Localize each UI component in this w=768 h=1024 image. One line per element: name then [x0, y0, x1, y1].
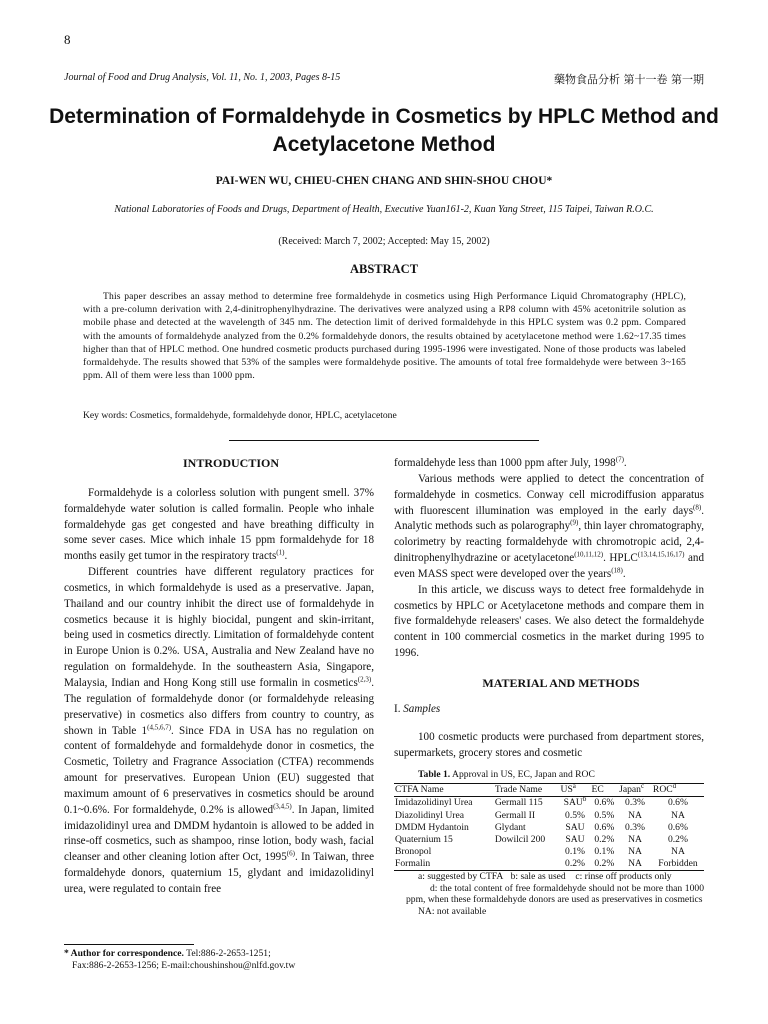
journal-header-chinese: 藥物食品分析 第十一卷 第一期: [554, 73, 704, 86]
table-row: [394, 797, 704, 810]
table-row: [394, 846, 704, 858]
col-header: ROC$^d$: [652, 782, 677, 796]
table-note-na: NA: not available: [418, 905, 487, 917]
right-column: [394, 456, 704, 917]
table-cell: SAU$^b$: [563, 795, 587, 809]
page-number: 8: [64, 32, 71, 47]
section-divider: [229, 440, 539, 441]
samples-subheading: I. Samples: [394, 702, 441, 715]
introduction-heading: INTRODUCTION: [182, 456, 279, 470]
table-cell: DMDM Hydantoin: [395, 821, 469, 833]
table-cell: NA: [671, 809, 685, 821]
abstract-heading: ABSTRACT: [349, 262, 419, 276]
col-header: EC: [591, 784, 604, 796]
table-row: [394, 810, 704, 822]
abstract-text: This paper describes an assay method to determine free formaldehyde in cosmetics using High Performance Liquid Chromatography (HPLC), with a pre-column derivation with 2,4-dinitrophenylhydrazine. The derivatives were analyzed using a RP8 column with 45% acetonitrile solution as mobile phase and detected at the wavelength of 345 nm. The detection limit of derived formaldehyde in this HPLC system was 0.2 ppm. Compared with the amounts of formaldehyde analyzed from the 0.2% formaldehyde donors, the results obtained by acetylacetone method were 1.62~17.35 times higher than that of HPLC method. One hundred cosmetic products purchased during 1995-1996 were investigated. None of those products was labeled formaldehyde. The results showed that 53% of the samples were formaldehyde positive. The amounts of total free formaldehyde were between 3~165 ppm. All of them were less than 1000 ppm.: [83, 291, 686, 382]
footnote-rule: [64, 944, 194, 945]
table-cell: 0.2%: [594, 833, 615, 845]
col-header: Japan$^c$: [619, 782, 645, 796]
table-cell: 0.6%: [594, 821, 615, 833]
journal-header: Journal of Food and Drug Analysis, Vol. 11, No. 1, 2003, Pages 8-15: [64, 72, 341, 83]
table-caption: Table 1. Approval in US, EC, Japan and ROC: [418, 769, 595, 781]
table-cell: 0.3%: [625, 797, 645, 809]
table-cell: 0.2%: [667, 833, 688, 845]
table-note-d: d: the total content of free formaldehyde should not be more than 1000 ppm, when these formaldehyde donors are used as preservatives in cosmetics: [406, 882, 704, 905]
table-notes-abc: a: suggested by CTFA b: sale as used c: rinse off products only: [418, 871, 672, 882]
right-paragraph-2: In this article, we discuss ways to detect free formaldehyde in cosmetics by HPLC or Acetylacetone methods and compare them in five formaldehyde releasers' cases. We also detect the formaldehyde content in 100 commercial cosmetics in the market during 1995 to 1996.: [394, 583, 704, 660]
table-cell: Germall 115: [494, 797, 543, 809]
table-cell: Imidazolidinyl Urea: [395, 797, 473, 809]
table-cell: [494, 858, 560, 870]
table-cell: Formalin: [395, 857, 431, 869]
table-cell: NA: [628, 809, 642, 821]
table-header-row: [394, 784, 704, 797]
approval-table: [394, 783, 704, 870]
right-paragraph-1: Various methods were applied to detect the concentration of formaldehyde in cosmetics. Conway cell microdiffusion apparatus with fluorescent illumination was employed in the early days$^{(8)}$. Analytic methods such as polarography$^{(9)}$, thin layer chromatography, colorimetry by reacting formaldehyde with chromotropic acid, 2,4-dinitrophenylhydrazine or acetylacetone$^{(10,11,12)}$. HPLC$^{(13,14,15,16,17)}$ and even MASS spect were developed over the years$^{(18)}$.: [394, 472, 704, 580]
table-cell: 0.3%: [625, 821, 645, 833]
table-cell: Germall II: [494, 809, 536, 821]
table-cell: 0.5%: [594, 809, 615, 821]
methods-heading: MATERIAL AND METHODS: [482, 675, 640, 690]
paper-title: Determination of Formaldehyde in Cosmetics by HPLC Method and Acetylacetone Method: [49, 105, 719, 156]
left-column: [64, 456, 374, 898]
table-cell: 0.2%: [594, 857, 615, 869]
table-cell: 0.5%: [565, 809, 586, 821]
table-cell: Bronopol: [395, 845, 432, 857]
table-cell: SAU: [565, 833, 585, 845]
col-header: $US^a$: [560, 782, 576, 796]
table-row: [394, 834, 704, 846]
correspondence-footnote: * Author for correspondence. Tel:886-2-2653-1251; Fax:886-2-2653-1256; E-mail:choushinshou@nlfd.gov.tw: [64, 944, 374, 972]
table-cell: NA: [671, 845, 685, 857]
table-cell: NA: [628, 857, 642, 869]
table-cell: Dowilcil 200: [494, 833, 546, 845]
table-cell: Glydant: [494, 821, 526, 833]
table-cell: 0.2%: [565, 857, 586, 869]
authors: PAI-WEN WU, CHIEU-CHEN CHANG AND SHIN-SHOU CHOU*: [215, 175, 553, 187]
table-cell: 0.6%: [667, 821, 688, 833]
table-cell: Diazolidinyl Urea: [395, 809, 464, 821]
right-paragraph-0: formaldehyde less than 1000 ppm after July, 1998$^{(7)}$.: [394, 455, 627, 469]
keywords: Key words: Cosmetics, formaldehyde, formaldehyde donor, HPLC, acetylacetone: [83, 410, 397, 421]
intro-paragraph-2: Different countries have different regulatory practices for cosmetics, in which formaldehyde is used as a preservative. Japan, Thailand and our country inhibit the direct use of formaldehyde in cosmetics because it is highly biocidal, pungent and skin-irritant, being used in cosmetics directly. Limitation of formaldehyde content in Europe Union is 0.2%. USA, Australia and New Zealand have no regulation on formaldehyde. In the southeastern Asia, Singapore, Malaysia, Indian and Hong Kong still use formalin in cosmetics$^{(2,3)}$. The regulation of formaldehyde donor (or formaldehyde releasing preservative) in cosmetics also differs from country to country, as shown in Table 1$^{(4,5,6,7)}$. Since FDA in USA has no regulation on content of formaldehyde and formaldehyde donor in cosmetics, the Cosmetic, Toiletry and Fragrance Association (CTFA) recommends amount for preservatives. European Union (EU) suggested that maximum amount of 6 preservatives in cosmetics should be around 0.1~0.6%. For formaldehyde, 0.2% is allowed$^{(3,4,5)}$. In Japan, limited imidazolidinyl urea and DMDM hydantoin is allowed to be added in rinse-off cosmetics, such as shampoo, rinse lotion, body wash, facial cleanser and other cleaning lotion after Oct, 1995$^{(6)}$. In Taiwan, three formaldehyde donors, quaternium 15, glydant and imidazolidinyl urea, were regulated to contain free: [64, 566, 374, 895]
col-header: Trade Name: [494, 784, 543, 796]
affiliation: National Laboratories of Foods and Drugs, Department of Health, Executive Yuan161-2, Kuan Yang Street, 115 Taipei, Taiwan R.O.C.: [114, 204, 654, 215]
table-cell: 0.6%: [594, 797, 615, 809]
table-row: [394, 822, 704, 834]
table-cell: 0.1%: [565, 845, 586, 857]
footnote-label: * Author for correspondence.: [64, 948, 184, 959]
table-row: [394, 858, 704, 870]
table-cell: Quaternium 15: [395, 833, 453, 845]
table-cell: NA: [628, 845, 642, 857]
table-cell: NA: [628, 833, 642, 845]
table-cell: 0.6%: [667, 797, 688, 809]
table-cell: SAU: [565, 821, 585, 833]
samples-paragraph: 100 cosmetic products were purchased from department stores, supermarkets, grocery stores and cosmetic: [394, 730, 704, 759]
table-cell: 0.1%: [594, 845, 615, 857]
col-header: CTFA Name: [395, 784, 444, 796]
table-cell: Forbidden: [658, 857, 698, 869]
received-dates: (Received: March 7, 2002; Accepted: May 15, 2002): [278, 236, 490, 247]
table-cell: [494, 846, 560, 858]
intro-paragraph-1: Formaldehyde is a colorless solution with pungent smell. 37% formaldehyde water solution is called formalin. People who inhale formaldehyde gas get congested and have breathing difficulty in some sever cases. Mice which inhale 15 ppm formaldehyde for 18 months easily get tumor in the respiratory tracts$^{(1)}$.: [64, 486, 374, 563]
